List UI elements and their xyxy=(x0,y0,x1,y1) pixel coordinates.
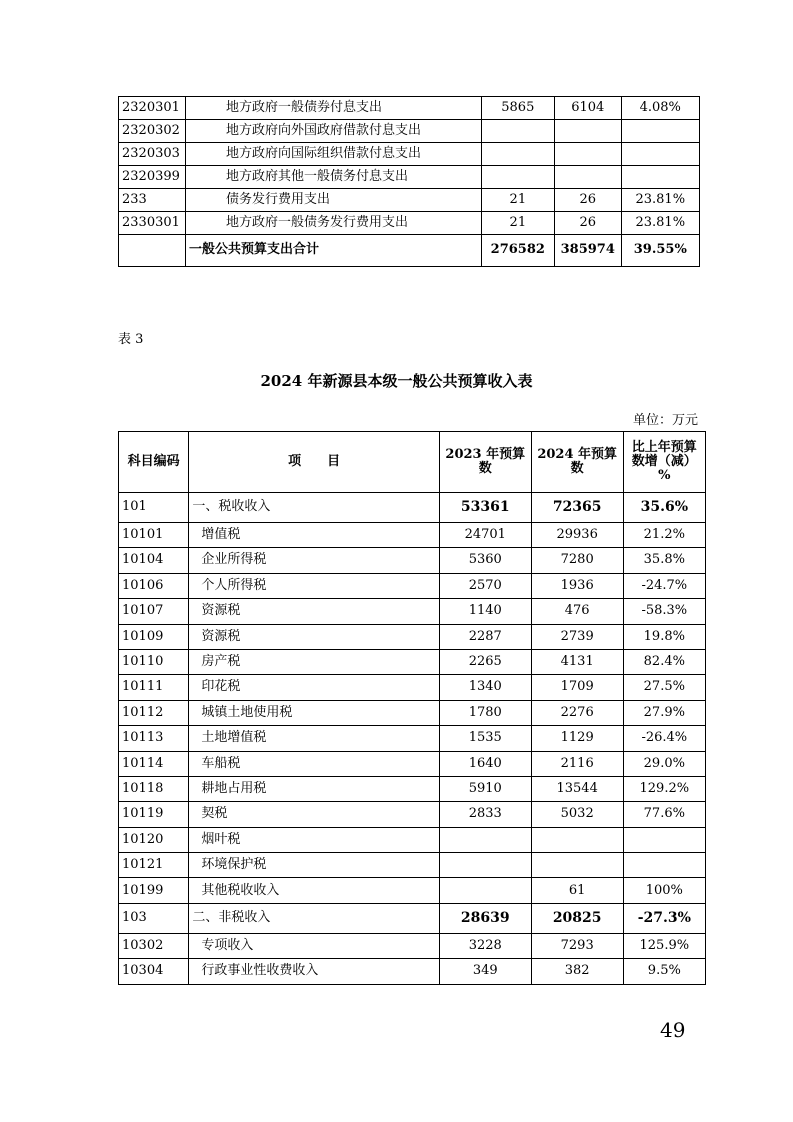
cell-name: 耕地占用税 xyxy=(189,776,439,801)
cell-2023 xyxy=(481,166,554,189)
cell-change: -24.7% xyxy=(623,573,705,598)
cell-code: 10304 xyxy=(119,959,189,984)
table-row xyxy=(119,959,706,984)
cell-2024 xyxy=(555,143,622,166)
table-row xyxy=(119,166,700,189)
cell-code: 10109 xyxy=(119,624,189,649)
cell-2023: 276582 xyxy=(481,235,554,267)
cell-change xyxy=(621,166,699,189)
table-row xyxy=(119,675,706,700)
cell-2023 xyxy=(439,827,531,852)
table-label: 表 3 xyxy=(118,332,144,347)
cell-change: 19.8% xyxy=(623,624,705,649)
cell-2023: 1640 xyxy=(439,751,531,776)
cell-2024: 2116 xyxy=(531,751,623,776)
cell-change xyxy=(621,120,699,143)
header-2023: 2023 年预算数 xyxy=(439,432,531,493)
cell-change: -26.4% xyxy=(623,726,705,751)
cell-name: 契税 xyxy=(189,802,439,827)
cell-2024: 7280 xyxy=(531,548,623,573)
cell-code: 10119 xyxy=(119,802,189,827)
cell-2024 xyxy=(555,120,622,143)
table-row xyxy=(119,97,700,120)
cell-2024: 2739 xyxy=(531,624,623,649)
cell-2023: 3228 xyxy=(439,933,531,958)
cell-code: 2320301 xyxy=(119,97,186,120)
cell-code: 2320399 xyxy=(119,166,186,189)
cell-2024: 20825 xyxy=(531,903,623,933)
category-row xyxy=(119,493,706,523)
header-item: 项 目 xyxy=(189,432,439,493)
revenue-table xyxy=(118,431,706,985)
cell-2023: 2265 xyxy=(439,649,531,674)
cell-name: 地方政府一般债务发行费用支出 xyxy=(186,212,482,235)
cell-change xyxy=(621,143,699,166)
table-row xyxy=(119,878,706,903)
table-row xyxy=(119,700,706,725)
cell-change: 35.6% xyxy=(623,493,705,523)
cell-code: 2330301 xyxy=(119,212,186,235)
total-row xyxy=(119,235,700,267)
cell-code: 10107 xyxy=(119,599,189,624)
cell-code: 2320302 xyxy=(119,120,186,143)
cell-code xyxy=(119,235,186,267)
cell-code: 10101 xyxy=(119,523,189,548)
unit-label: 单位：万元 xyxy=(632,413,698,428)
table-row xyxy=(119,189,700,212)
cell-change: 27.9% xyxy=(623,700,705,725)
cell-name: 城镇土地使用税 xyxy=(189,700,439,725)
cell-change: 39.55% xyxy=(621,235,699,267)
table-row xyxy=(119,548,706,573)
header-change: 比上年预算数增（减）% xyxy=(623,432,705,493)
cell-code: 10121 xyxy=(119,853,189,878)
table-row xyxy=(119,726,706,751)
cell-name: 增值税 xyxy=(189,523,439,548)
cell-2023: 5910 xyxy=(439,776,531,801)
cell-change: 77.6% xyxy=(623,802,705,827)
cell-change: 125.9% xyxy=(623,933,705,958)
table-row xyxy=(119,933,706,958)
cell-change: 82.4% xyxy=(623,649,705,674)
cell-change xyxy=(623,853,705,878)
cell-name: 企业所得税 xyxy=(189,548,439,573)
table-row xyxy=(119,802,706,827)
table-row xyxy=(119,212,700,235)
cell-code: 10120 xyxy=(119,827,189,852)
header-code: 科目编码 xyxy=(119,432,189,493)
cell-2024: 26 xyxy=(555,212,622,235)
cell-name: 印花税 xyxy=(189,675,439,700)
cell-2023 xyxy=(439,878,531,903)
cell-2023: 28639 xyxy=(439,903,531,933)
cell-change: 100% xyxy=(623,878,705,903)
table-row xyxy=(119,853,706,878)
cell-change: 23.81% xyxy=(621,212,699,235)
cell-code: 103 xyxy=(119,903,189,933)
cell-name: 资源税 xyxy=(189,624,439,649)
cell-change: 29.0% xyxy=(623,751,705,776)
cell-2024 xyxy=(531,827,623,852)
cell-name: 地方政府其他一般债务付息支出 xyxy=(186,166,482,189)
cell-2024: 72365 xyxy=(531,493,623,523)
cell-2024: 5032 xyxy=(531,802,623,827)
cell-2024: 4131 xyxy=(531,649,623,674)
header-2024: 2024 年预算数 xyxy=(531,432,623,493)
cell-code: 10104 xyxy=(119,548,189,573)
table-row xyxy=(119,649,706,674)
table-row xyxy=(119,599,706,624)
header-row xyxy=(119,432,706,493)
cell-2024: 1709 xyxy=(531,675,623,700)
cell-name: 烟叶税 xyxy=(189,827,439,852)
cell-change: 21.2% xyxy=(623,523,705,548)
cell-code: 10199 xyxy=(119,878,189,903)
cell-name: 一般公共预算支出合计 xyxy=(186,235,482,267)
cell-code: 10113 xyxy=(119,726,189,751)
cell-name: 专项收入 xyxy=(189,933,439,958)
cell-2024: 6104 xyxy=(555,97,622,120)
cell-name: 地方政府一般债券付息支出 xyxy=(186,97,482,120)
cell-change xyxy=(623,827,705,852)
cell-2024: 13544 xyxy=(531,776,623,801)
cell-2023: 349 xyxy=(439,959,531,984)
cell-change: -58.3% xyxy=(623,599,705,624)
cell-name: 车船税 xyxy=(189,751,439,776)
cell-2023 xyxy=(439,853,531,878)
category-row xyxy=(119,903,706,933)
cell-change: 129.2% xyxy=(623,776,705,801)
cell-code: 10112 xyxy=(119,700,189,725)
cell-code: 2320303 xyxy=(119,143,186,166)
cell-code: 10106 xyxy=(119,573,189,598)
table-row xyxy=(119,573,706,598)
cell-2023 xyxy=(481,143,554,166)
cell-2023: 24701 xyxy=(439,523,531,548)
cell-2024: 1936 xyxy=(531,573,623,598)
cell-2023: 5360 xyxy=(439,548,531,573)
cell-2024: 61 xyxy=(531,878,623,903)
cell-code: 233 xyxy=(119,189,186,212)
cell-2023: 53361 xyxy=(439,493,531,523)
cell-code: 10111 xyxy=(119,675,189,700)
cell-2024: 385974 xyxy=(555,235,622,267)
cell-2024 xyxy=(555,166,622,189)
cell-code: 101 xyxy=(119,493,189,523)
cell-2023: 1140 xyxy=(439,599,531,624)
cell-2023: 1780 xyxy=(439,700,531,725)
cell-2023: 21 xyxy=(481,189,554,212)
cell-2024: 26 xyxy=(555,189,622,212)
cell-name: 二、非税收入 xyxy=(189,903,439,933)
cell-code: 10110 xyxy=(119,649,189,674)
cell-change: 27.5% xyxy=(623,675,705,700)
table-row xyxy=(119,143,700,166)
expenditure-table-continued xyxy=(118,96,700,267)
table-row xyxy=(119,523,706,548)
cell-name: 房产税 xyxy=(189,649,439,674)
cell-2024: 382 xyxy=(531,959,623,984)
cell-2023: 1535 xyxy=(439,726,531,751)
table-title: 2024 年新源县本级一般公共预算收入表 xyxy=(260,372,533,390)
cell-name: 资源税 xyxy=(189,599,439,624)
cell-2023: 2570 xyxy=(439,573,531,598)
cell-change: 9.5% xyxy=(623,959,705,984)
cell-2023: 1340 xyxy=(439,675,531,700)
cell-2023 xyxy=(481,120,554,143)
table-row xyxy=(119,827,706,852)
cell-2023: 5865 xyxy=(481,97,554,120)
cell-code: 10118 xyxy=(119,776,189,801)
cell-code: 10114 xyxy=(119,751,189,776)
cell-name: 环境保护税 xyxy=(189,853,439,878)
table-row xyxy=(119,624,706,649)
cell-2024: 7293 xyxy=(531,933,623,958)
cell-2023: 2833 xyxy=(439,802,531,827)
cell-2024 xyxy=(531,853,623,878)
page-number: 49 xyxy=(660,1018,686,1042)
cell-2024: 476 xyxy=(531,599,623,624)
cell-code: 10302 xyxy=(119,933,189,958)
cell-2023: 21 xyxy=(481,212,554,235)
cell-name: 行政事业性收费收入 xyxy=(189,959,439,984)
cell-change: -27.3% xyxy=(623,903,705,933)
cell-change: 4.08% xyxy=(621,97,699,120)
cell-change: 23.81% xyxy=(621,189,699,212)
cell-name: 土地增值税 xyxy=(189,726,439,751)
cell-name: 一、税收收入 xyxy=(189,493,439,523)
cell-name: 个人所得税 xyxy=(189,573,439,598)
cell-2024: 2276 xyxy=(531,700,623,725)
cell-change: 35.8% xyxy=(623,548,705,573)
table-row xyxy=(119,751,706,776)
table-row xyxy=(119,776,706,801)
cell-name: 地方政府向外国政府借款付息支出 xyxy=(186,120,482,143)
cell-name: 债务发行费用支出 xyxy=(186,189,482,212)
cell-2024: 29936 xyxy=(531,523,623,548)
cell-2024: 1129 xyxy=(531,726,623,751)
cell-name: 其他税收收入 xyxy=(189,878,439,903)
table-row xyxy=(119,120,700,143)
cell-name: 地方政府向国际组织借款付息支出 xyxy=(186,143,482,166)
cell-2023: 2287 xyxy=(439,624,531,649)
